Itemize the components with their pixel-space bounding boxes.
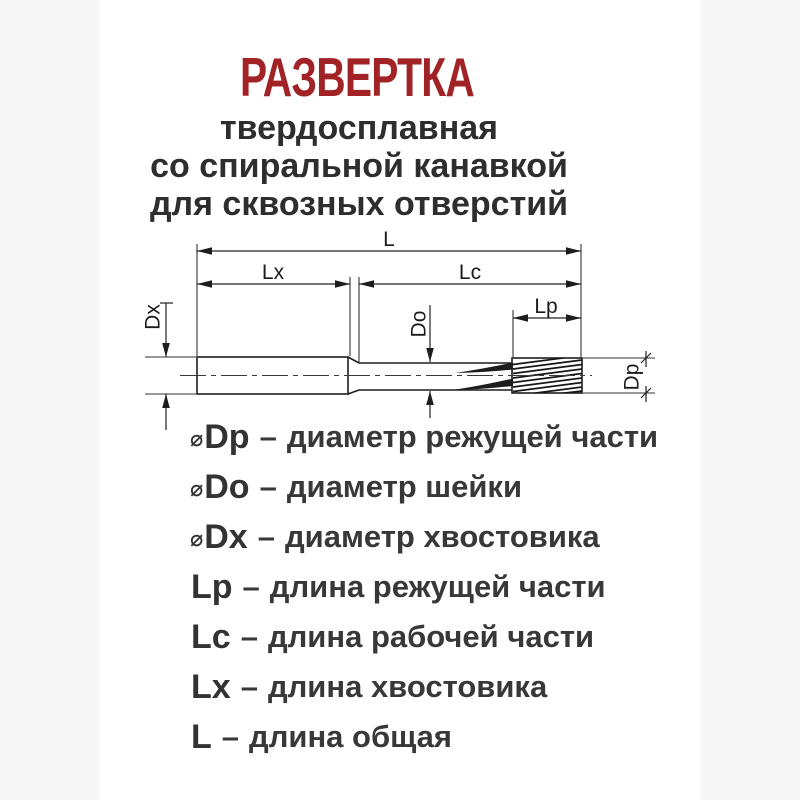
legend-dash: –: [242, 569, 260, 604]
legend-row-do: [190, 462, 658, 512]
legend-description: диаметр хвостовика: [284, 519, 600, 554]
legend-symbol: [190, 568, 233, 607]
legend-symbol-text: L: [191, 717, 212, 756]
dim-label-Do: Do: [407, 310, 431, 338]
legend-dash: –: [257, 519, 275, 554]
legend-row-dp: [190, 412, 658, 462]
diameter-symbol: ⌀: [190, 426, 204, 452]
legend-dash: –: [240, 619, 258, 654]
legend-dash: –: [240, 669, 258, 704]
legend-description: длина хвостовика: [267, 669, 548, 704]
dim-label-Lc: Lc: [458, 261, 482, 284]
legend-row-l: [190, 712, 658, 762]
diameter-symbol: ⌀: [190, 476, 204, 502]
dimension-lines: [160, 251, 651, 430]
legend-symbol: [190, 618, 231, 657]
subtitle-line-3: для сквозных отверстий: [149, 185, 569, 223]
subtitle-line-2: со спиральной канавкой: [150, 147, 568, 185]
legend-symbol-text: Dp: [204, 417, 250, 456]
legend-symbol-text: Lc: [191, 617, 231, 656]
dim-label-Dp: Dp: [620, 363, 644, 391]
legend-symbol-text: Dx: [204, 517, 248, 556]
legend-symbol-text: Lx: [191, 667, 231, 706]
legend-row-lc: [190, 612, 658, 662]
dim-label-Lp: Lp: [534, 295, 558, 318]
legend-description: диаметр режущей части: [286, 419, 659, 454]
legend-dash: –: [221, 719, 240, 754]
legend-symbol: [190, 668, 231, 707]
legend-symbol-text: Lp: [191, 567, 233, 606]
legend-row-dx: [190, 512, 658, 562]
product-title: РАЗВЕРТКА: [239, 46, 475, 108]
dim-label-Lx: Lx: [261, 261, 285, 284]
diameter-symbol: ⌀: [190, 526, 204, 552]
legend-dash: –: [259, 469, 277, 504]
legend-dash: –: [259, 419, 277, 454]
legend-symbol: [190, 418, 250, 457]
legend-description: диаметр шейки: [286, 469, 523, 504]
flute-lead-in: [449, 363, 513, 391]
legend-description: длина рабочей части: [267, 619, 595, 654]
dim-label-Dx: Dx: [141, 304, 165, 330]
legend-symbol: [190, 468, 250, 507]
legend-row-lx: [190, 662, 658, 712]
legend: [190, 412, 658, 762]
legend-description: длина режущей части: [269, 569, 606, 604]
legend-row-lp: [190, 562, 658, 612]
legend-description: длина общая: [249, 719, 452, 754]
legend-symbol: [190, 518, 248, 557]
dim-label-L: L: [383, 228, 395, 251]
legend-symbol: [190, 718, 212, 757]
subtitle-line-1: твердосплавная: [220, 109, 498, 147]
legend-symbol-text: Do: [204, 467, 250, 506]
